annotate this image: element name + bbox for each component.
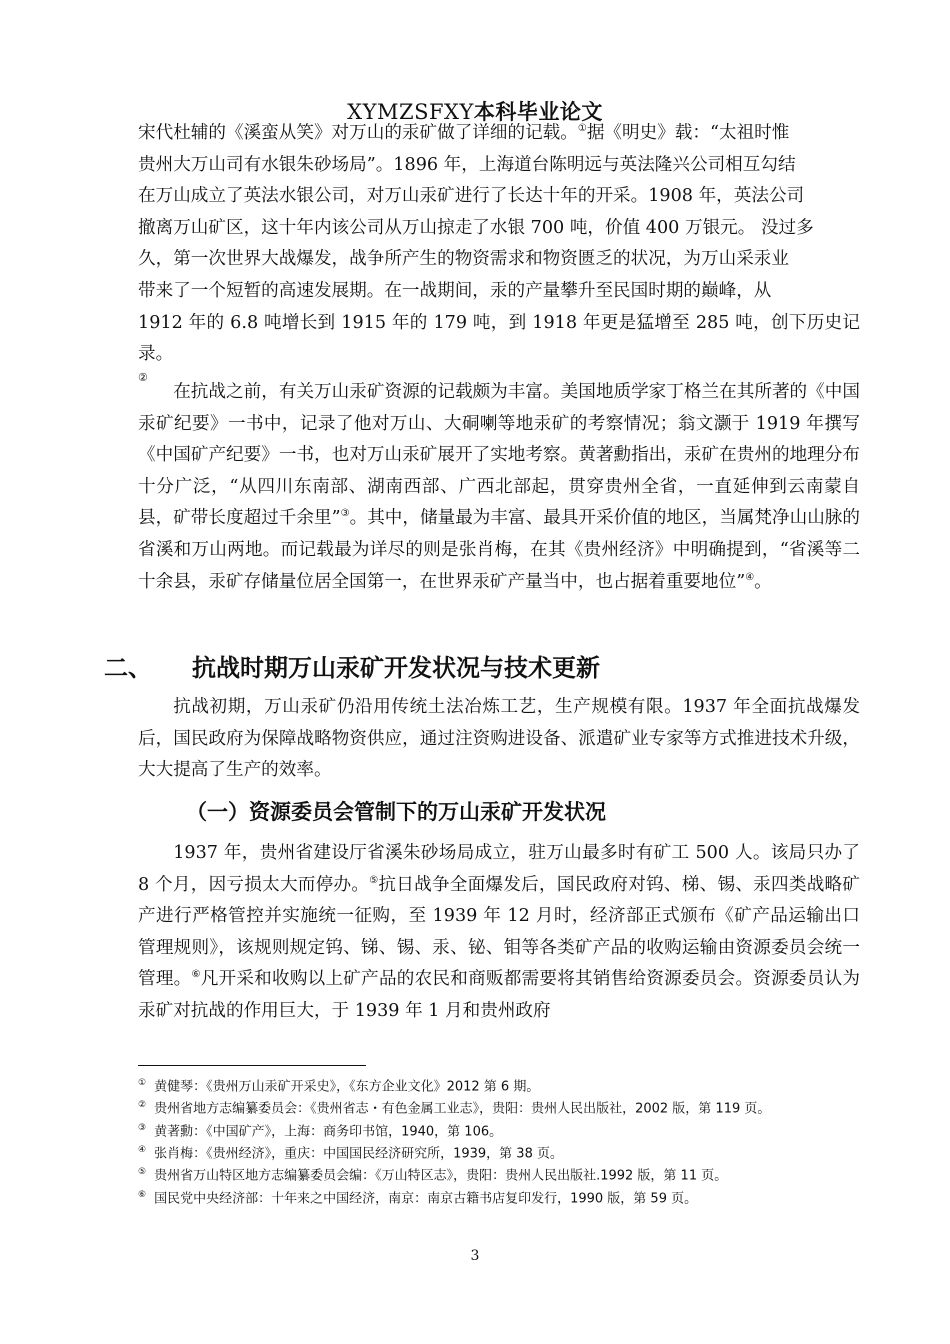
text-segment: 。 <box>754 571 772 592</box>
paragraph-4 <box>138 838 860 1028</box>
paragraph-3 <box>138 692 860 787</box>
footnote-5 <box>138 1163 860 1185</box>
section-title: 抗战时期万山汞矿开发状况与技术更新 <box>192 654 600 682</box>
footnote-separator <box>138 1065 366 1066</box>
footnote-ref-3[interactable]: ③ <box>340 508 350 520</box>
footnote-ref-6[interactable]: ⑥ <box>191 969 201 981</box>
text-segment: 1937 年，贵州省建设厅省溪朱砂场局成立，驻万山最多时有矿工 500 人。该局只办了 8 个月，因亏损太大而停办。 <box>138 843 860 895</box>
footnote-mark: ⑤ <box>138 1167 147 1178</box>
paragraph-1-line-6: 带来了一个短暂的高速发展期。在一战期间，汞的产量攀升至民国时期的巅峰，从 <box>138 280 772 301</box>
paragraph-1-line-7: 1912 年的 6.8 吨增长到 1915 年的 179 吨，到 1918 年更是猛增至 285 吨，创下历史记录。 <box>138 312 860 365</box>
subsection-heading: （一）资源委员会管制下的万山汞矿开发状况 <box>186 800 606 824</box>
paragraph-1-line-2: 贵州大万山司有水银朱砂场局”。1896 年，上海道台陈明远与英法隆兴公司相互勾结 <box>138 154 796 175</box>
text-segment: 凡开采和收购以上矿产品的农民和商贩都需要将其销售给资源委员会。资源委员认为汞矿对抗战的作用巨大，于 1939 年 1 月和贵州政府 <box>138 969 860 1021</box>
header-code: XYMZSFXY <box>347 100 474 124</box>
footnotes <box>138 1074 860 1208</box>
footnote-mark: ④ <box>138 1144 147 1155</box>
paragraph-2-text <box>138 377 860 598</box>
footnote-ref-5[interactable]: ⑤ <box>369 874 379 886</box>
footnote-mark: ③ <box>138 1122 147 1133</box>
footnote-6 <box>138 1186 860 1208</box>
paragraph-1-line-3: 在万山成立了英法水银公司，对万山汞矿进行了长达十年的开采。1908 年，英法公司 <box>138 186 805 207</box>
footnote-ref-1[interactable]: ① <box>577 123 587 135</box>
footnote-text: 黄健琴：《贵州万山汞矿开采史》，《东方企业文化》2012 第 6 期。 <box>154 1079 540 1095</box>
footnote-text: 国民党中央经济部：十年来之中国经济，南京：南京古籍书店复印发行，1990 版，第 59 页。 <box>154 1190 698 1206</box>
text-segment: 。其中，储量最为丰富、最具开采价值的地区，当属梵净山山脉的省溪和万山两地。而记载最为详尽的则是张肖梅，在其《贵州经济》中明确提到，“省溪等二十余县，汞矿存储量位居全国第一，在世界汞矿产量当中，也占据着重要地位” <box>138 508 860 592</box>
paragraph-1 <box>138 118 860 399</box>
text-segment: 在抗战之前，有关万山汞矿资源的记载颇为丰富。美国地质学家丁格兰在其所著的《中国汞矿纪要》一书中，记录了他对万山、大硐喇等地汞矿的考察情况；翁文灏于 1919 年撰写《中国矿产纪要》一书，也对万山汞矿展开了实地考察。黄著勳指出，汞矿在贵州的地理分布十分广泛，“从四川东南部、湖南西部、广西北部起，贯穿贵州全省，一直延伸到云南蒙自县，矿带长度超过千余里” <box>138 382 860 529</box>
section-heading <box>104 648 600 683</box>
paragraph-1-line-5: 久，第一次世界大战爆发，战争所产生的物资需求和物资匮乏的状况，为万山采汞业 <box>138 249 789 270</box>
footnote-ref-2[interactable]: ② <box>138 370 148 384</box>
footnote-2 <box>138 1096 860 1118</box>
footnote-text: 张肖梅：《贵州经济》，重庆：中国国民经济研究所，1939，第 38 页。 <box>154 1146 563 1162</box>
line-text: 据《明史》载：“太祖时惟 <box>586 123 790 143</box>
footnote-3 <box>138 1119 860 1141</box>
paragraph-4-text <box>138 838 860 1028</box>
header-title: 本科毕业论文 <box>473 100 603 124</box>
footnote-mark: ① <box>138 1078 147 1088</box>
line-text: 宋代杜辅的《溪蛮从笑》对万山的汞矿做了详细的记载。 <box>138 123 578 143</box>
page-number: 3 <box>470 1248 480 1264</box>
section-number: 二、 <box>104 654 152 682</box>
footnote-mark: ② <box>138 1100 147 1111</box>
footnote-text: 黄著勳：《中国矿产》，上海：商务印书馆，1940，第 106。 <box>154 1123 503 1139</box>
footnote-ref-4[interactable]: ④ <box>745 571 755 583</box>
footnote-1 <box>138 1074 860 1096</box>
footnote-text: 贵州省地方志编纂委员会：《贵州省志・有色金属工业志》，贵阳：贵州人民出版社，2002 版，第 119 页。 <box>154 1101 771 1117</box>
footnote-mark: ⑥ <box>138 1189 147 1200</box>
paragraph-1-line-1 <box>138 118 860 150</box>
footnote-text: 贵州省万山特区地方志编纂委员会编：《万山特区志》，贵阳：贵州人民出版社.1992 版，第 11 页。 <box>154 1168 728 1184</box>
paragraph-2 <box>138 377 860 598</box>
footnote-4 <box>138 1141 860 1163</box>
paragraph-3-text: 抗战初期，万山汞矿仍沿用传统土法冶炼工艺，生产规模有限。1937 年全面抗战爆发后，国民政府为保障战略物资供应，通过注资购进设备、派遣矿业专家等方式推进技术升级，大大提高了生产的效率。 <box>138 697 860 781</box>
text-segment: 抗日战争全面爆发后，国民政府对钨、梯、锡、汞四类战略矿产进行严格管控并实施统一征购，至 1939 年 12 月时，经济部正式颁布《矿产品运输出口管理规则》，该规则规定钨、锑、锡、汞、铋、钼等各类矿产品的收购运输由资源委员会统一管理。 <box>138 874 860 990</box>
paragraph-1-line-4: 撤离万山矿区，这十年内该公司从万山掠走了水银 700 吨，价值 400 万银元。 没过多 <box>138 217 814 238</box>
